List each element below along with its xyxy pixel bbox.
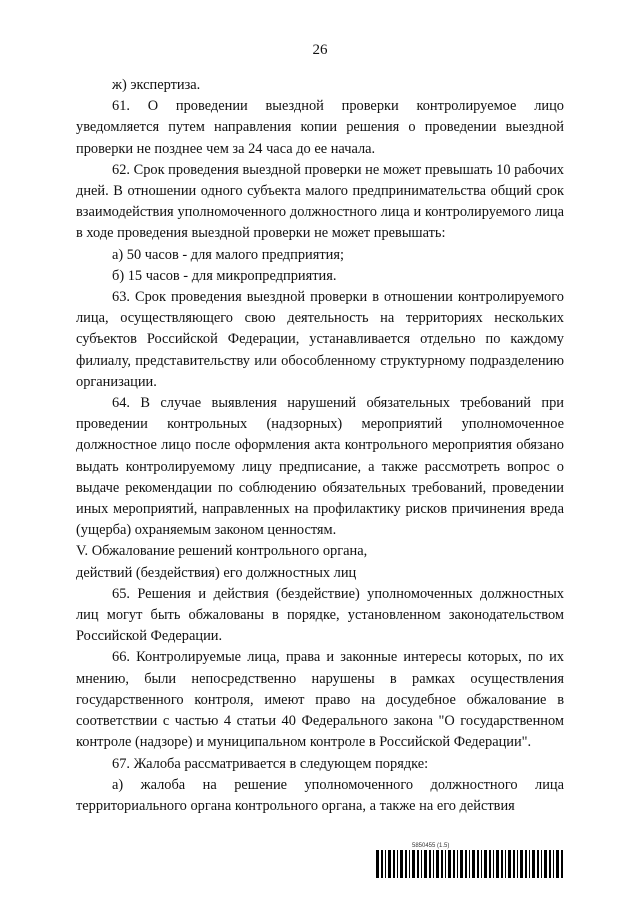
paragraph: 63. Срок проведения выездной проверки в отношении контролируемого лица, осуществляющего свою деятельность на территориях нескольких субъектов Российской Федерации, устанавливается отдельно по каждому филиалу, представительству или обособленному структурному подразделению организации. <box>76 289 564 390</box>
barcode-label: 5850455 (1.5) <box>412 843 450 849</box>
section-heading-line: V. Обжалование решений контрольного органа, <box>76 543 368 560</box>
paragraph: а) жалоба на решение уполномоченного должностного лица территориального органа контрольного органа, а также на его действия <box>76 776 564 814</box>
paragraph: 66. Контролируемые лица, права и законные интересы которых, по их мнению, были непосредственно нарушены в рамках осуществления государственного контроля, имеют право на досудебное обжалование в соответствии с частью 4 статьи 40 Федерального закона "О государственном контроле (надзоре) и муниципальном контроле в Российской Федерации". <box>76 649 564 751</box>
paragraph: а) 50 часов - для малого предприятия; <box>112 246 344 263</box>
paragraph: 67. Жалоба рассматривается в следующем порядке: <box>112 755 429 772</box>
section-heading-line: действий (бездействия) его должностных лиц <box>76 564 357 581</box>
document-body <box>76 75 564 817</box>
page-number: 26 <box>312 42 328 58</box>
paragraph: б) 15 часов - для микропредприятия. <box>112 267 337 284</box>
paragraph: ж) экспертиза. <box>112 77 201 93</box>
paragraph: 62. Срок проведения выездной проверки не может превышать 10 рабочих дней. В отношении одного субъекта малого предпринимательства общий срок взаимодействия уполномоченного должностного лица и контролируемого лица в ходе проведения выездной проверки не может превышать: <box>76 161 564 242</box>
section-heading <box>76 541 564 583</box>
paragraph: 65. Решения и действия (бездействие) уполномоченных должностных лиц могут быть обжалованы в порядке, установленном законодательством Российской Федерации. <box>76 585 564 645</box>
barcode-icon <box>376 850 564 878</box>
paragraph: 61. О проведении выездной проверки контролируемое лицо уведомляется путем направления копии решения о проведении выездной проверки не позднее чем за 24 часа до ее начала. <box>76 98 564 157</box>
paragraph: 64. В случае выявления нарушений обязательных требований при проведении контрольных (надзорных) мероприятий уполномоченное должностное лицо после оформления акта контрольного мероприятия обязано выдать контролируемому лицу предписание, а также рассмотреть вопрос о выдаче рекомендации по соблюдению обязательных требований, проведении иных мероприятий, направленных на профилактику рисков причинения вреда (ущерба) охраняемым законом ценностям. <box>76 395 564 539</box>
